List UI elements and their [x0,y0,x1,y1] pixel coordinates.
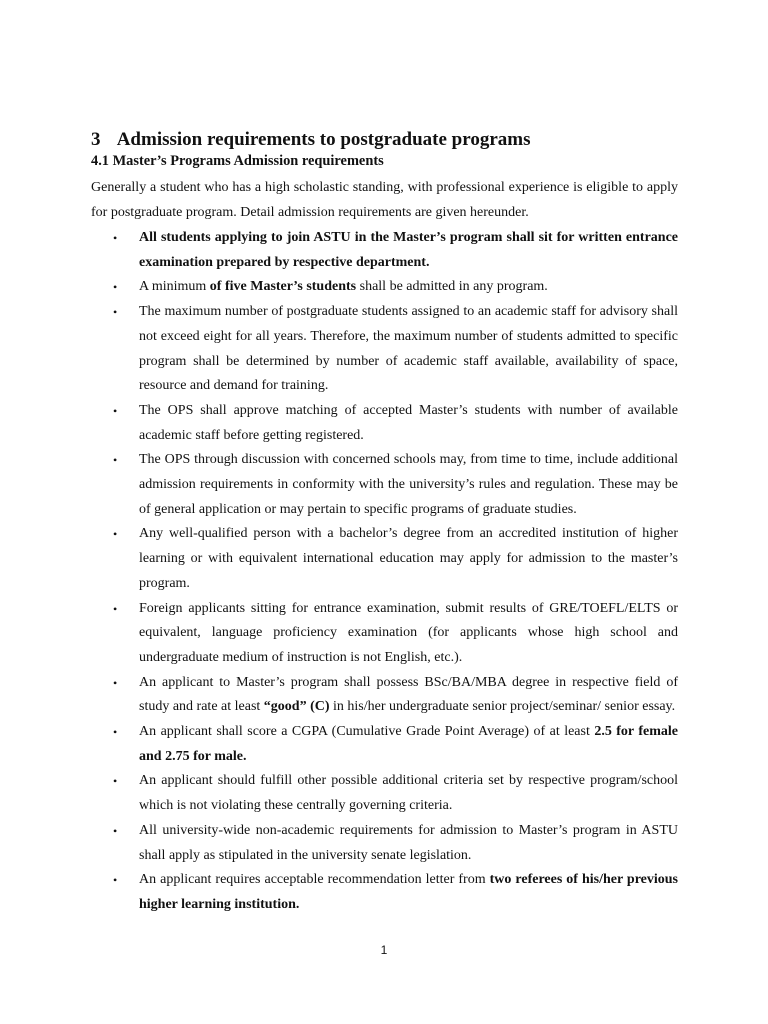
item-text: An applicant to Master’s program shall possess BSc/BA/MBA degree in respective field of study and rate at least [139,674,678,715]
list-item [0,597,678,671]
section-heading [91,129,531,151]
item-text: The maximum number of postgraduate students assigned to an academic staff for advisory shall not exceed eight for all years. Therefore, the maximum number of students admitted to specific program shall be determined by number of academic staff available, availability of space, resource and demand for training. [139,304,678,394]
bullet-icon: • [113,601,118,616]
bullet-icon: • [113,725,118,740]
item-text: An applicant requires acceptable recommendation letter from [139,872,490,888]
list-item [0,399,678,448]
item-text: The OPS shall approve matching of accepted Master’s students with number of available academic staff before getting registered. [139,402,678,443]
list-item [0,769,678,818]
bold-text: two referees of his/her previous higher learning institution. [139,872,679,912]
bullet-icon: • [113,231,118,245]
list-item [0,300,678,399]
item-text: An applicant shall score a CGPA (Cumulative Grade Point Average) of at least [139,724,595,740]
bullet-icon: • [113,527,118,542]
bullet-icon: • [113,823,118,838]
bold-text: All students applying to join ASTU in the Master’s program shall sit for written entrance examination prepared by respective department. [139,230,678,270]
list-item [0,868,678,917]
bold-text: 2.5 for female and 2.75 for male. [139,724,678,764]
item-text: shall be admitted in any program. [356,279,548,295]
list-item [0,448,678,522]
list-item [0,720,678,769]
item-text: A minimum [139,279,210,295]
requirements-list [0,226,768,918]
bullet-icon: • [113,774,118,789]
item-text: All university-wide non-academic requirements for admission to Master’s program in ASTU shall apply as stipulated in the university senate legislation. [139,822,678,863]
item-text: in his/her undergraduate senior project/seminar/ senior essay. [329,699,676,715]
intro-paragraph: Generally a student who has a high scholastic standing, with professional experience is eligible to apply for postgraduate program. Detail admission requirements are given hereunder. [91,180,678,220]
bullet-icon: • [113,453,118,468]
bullet-icon: • [113,305,118,320]
page-number: 1 [380,943,388,957]
list-item [0,226,678,275]
bold-text: “good” (C) [263,699,330,715]
list-item [0,819,678,868]
list-item [0,671,678,720]
item-text: An applicant should fulfill other possible additional criteria set by respective program/school which is not violating these centrally governing criteria. [139,773,678,814]
item-text: The OPS through discussion with concerned schools may, from time to time, include additional admission requirements in conformity with the university’s rules and regulation. These may be of general application or may pertain to specific programs of graduate studies. [139,452,678,517]
bullet-icon: • [113,280,118,295]
bullet-icon: • [113,873,118,888]
bullet-icon: • [113,675,118,690]
list-item [0,522,678,596]
subsection-heading: 4.1 Master’s Programs Admission requirements [91,153,384,169]
list-item [0,275,678,300]
bullet-icon: • [113,403,118,418]
section-number: 3 [91,129,101,150]
item-text: Foreign applicants sitting for entrance examination, submit results of GRE/TOEFL/ELTS or equivalent, language proficiency examination (for applicants whose high school and undergraduate medium of instruction is not English, etc.). [139,600,678,665]
item-text: Any well-qualified person with a bachelor’s degree from an accredited institution of higher learning or with equivalent international education may apply for admission to the master’s program. [139,526,678,591]
bold-text: of five Master’s students [209,279,357,295]
section-title: Admission requirements to postgraduate programs [116,129,531,150]
